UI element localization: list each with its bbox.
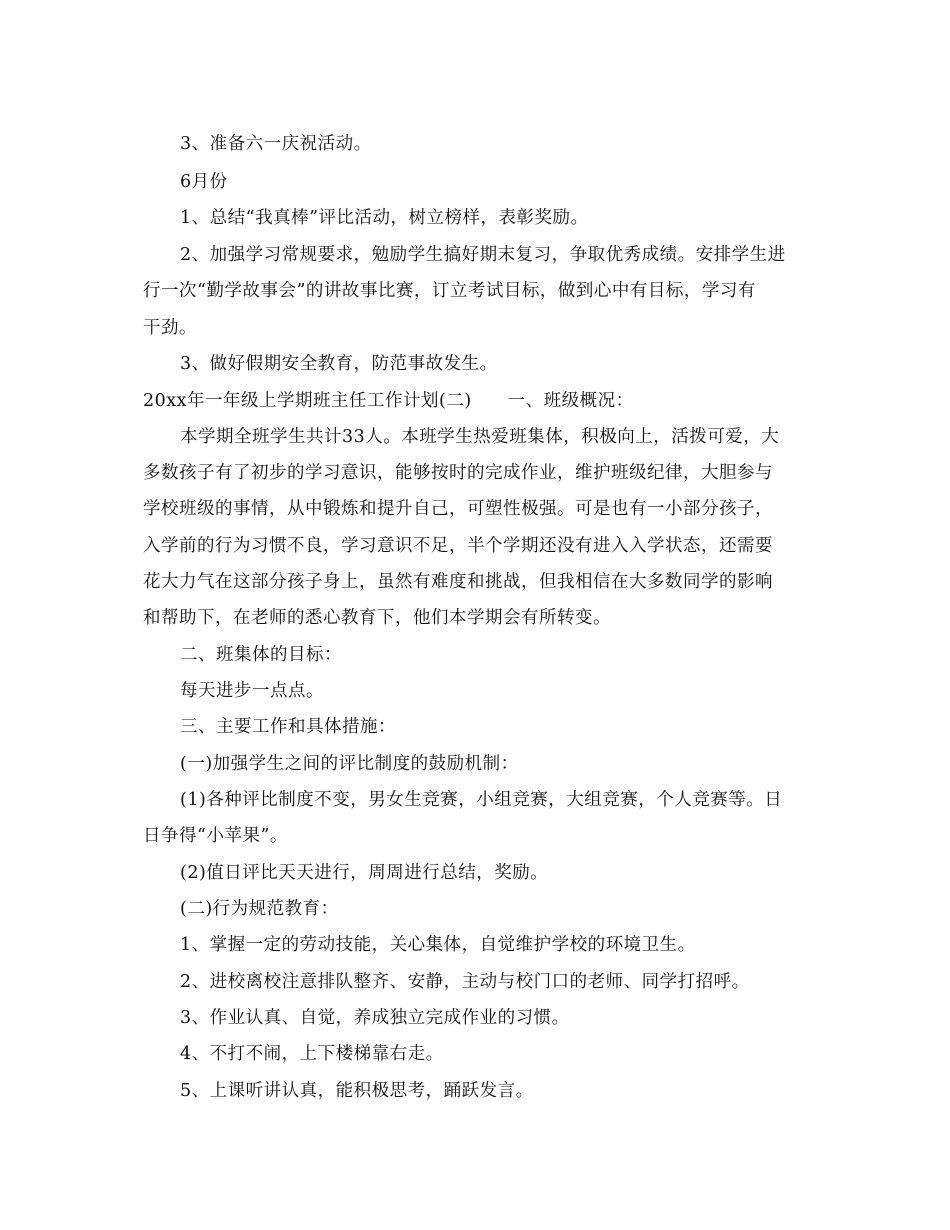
text-line: 多数孩子有了初步的学习意识，能够按时的完成作业，维护班级纪律，大胆参与: [143, 463, 773, 483]
text-line: 学校班级的事情，从中锻炼和提升自己，可塑性极强。可是也有一小部分孩子，: [143, 499, 773, 519]
document-title: 20xx年一年级上学期班主任工作计划(二) 一、班级概况：: [143, 391, 634, 411]
text-line: 日争得“小苹果”。: [143, 826, 288, 846]
text-line: 3、做好假期安全教育，防范事故发生。: [180, 354, 498, 374]
text-line: 和帮助下，在老师的悉心教育下，他们本学期会有所转变。: [143, 608, 611, 628]
text-line: (2)值日评比天天进行，周周进行总结，奖励。: [180, 863, 549, 883]
text-line: 本学期全班学生共计33人。本班学生热爱班集体，积极向上，活拨可爱，大: [180, 427, 780, 447]
section-heading: 三、主要工作和具体措施：: [180, 717, 396, 737]
text-line: (1)各种评比制度不变，男女生竞赛，小组竞赛，大组竞赛，个人竞赛等。日: [180, 790, 783, 810]
text-line: 干劲。: [143, 318, 197, 338]
text-line: 5、上课听讲认真，能积极思考，踊跃发言。: [180, 1081, 534, 1101]
text-line: 行一次“勤学故事会”的讲故事比赛，订立考试目标，做到心中有目标，学习有: [143, 281, 756, 301]
text-line: 4、不打不闹，上下楼梯靠右走。: [180, 1044, 444, 1064]
text-line: 花大力气在这部分孩子身上，虽然有难度和挑战，但我相信在大多数同学的影响: [143, 572, 773, 592]
text-line: 1、掌握一定的劳动技能，关心集体，自觉维护学校的环境卫生。: [180, 935, 696, 955]
text-line: 1、总结“我真棒”评比活动，树立榜样，表彰奖励。: [180, 208, 589, 228]
text-line: 2、进校离校注意排队整齐、安静，主动与校门口的老师、同学打招呼。: [180, 972, 750, 992]
subsection-heading: (一)加强学生之间的评比制度的鼓励机制：: [180, 754, 519, 774]
subsection-heading: (二)行为规范教育：: [180, 899, 339, 919]
text-line: 2、加强学习常规要求，勉励学生搞好期末复习，争取优秀成绩。安排学生进: [180, 245, 786, 265]
section-heading: 二、班集体的目标：: [180, 645, 342, 665]
section-heading-june: 6月份: [180, 172, 228, 192]
text-line: 入学前的行为习惯不良，学习意识不足，半个学期还没有进入入学状态，还需要: [143, 536, 773, 556]
text-line: 3、作业认真、自觉，养成独立完成作业的习惯。: [180, 1008, 570, 1028]
text-line: 每天进步一点点。: [180, 681, 324, 701]
text-line: 3、准备六一庆祝活动。: [180, 134, 372, 154]
